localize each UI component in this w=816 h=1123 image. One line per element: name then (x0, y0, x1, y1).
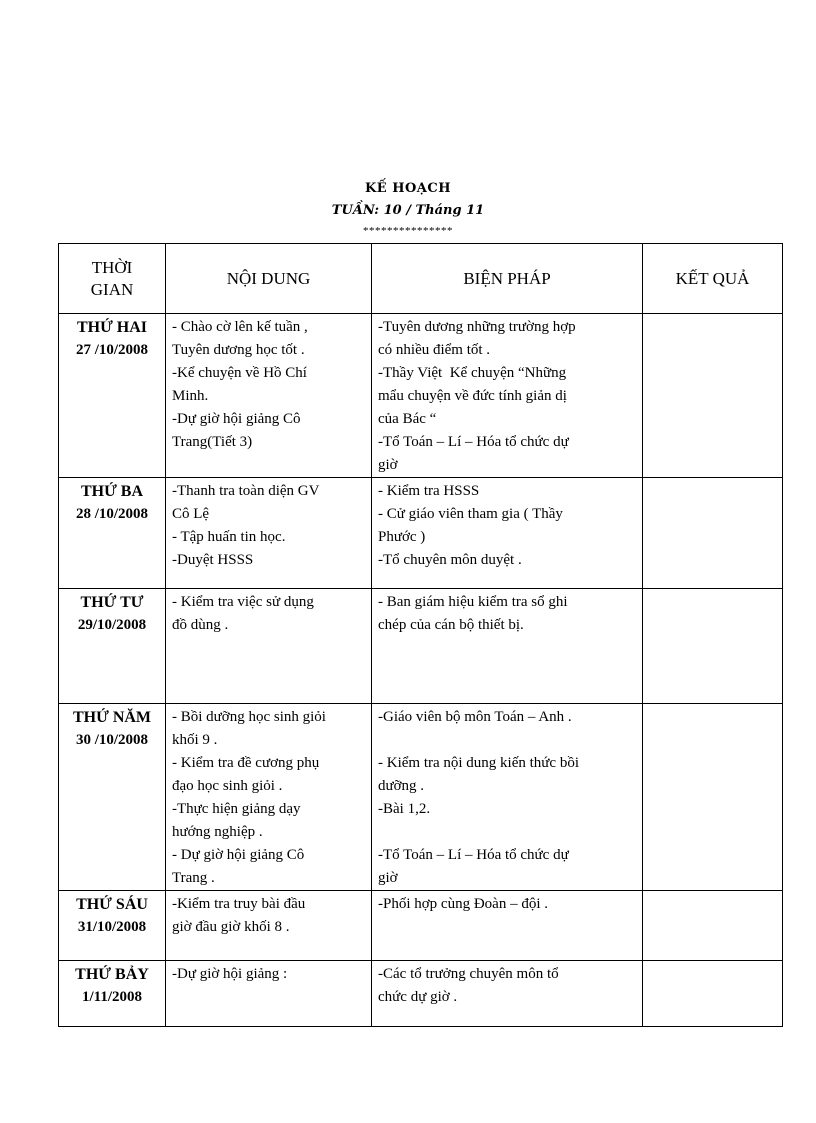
content-line: - Chào cờ lên kế tuần , (172, 319, 308, 335)
measures-line: - Ban giám hiệu kiểm tra sổ ghi (378, 594, 568, 610)
measures-line: -Tổ Toán – Lí – Hóa tổ chức dự (378, 847, 569, 863)
table-header-row (59, 244, 783, 314)
day-date: 29/10/2008 (77, 617, 147, 633)
result-cell (643, 314, 783, 478)
weekly-plan-table (58, 243, 783, 1027)
measures-cell (372, 589, 643, 704)
measures-cell (372, 891, 643, 961)
day-name: THỨ BẢY (75, 966, 149, 983)
day-date: 1/11/2008 (81, 989, 142, 1005)
measures-line: -Thầy Việt Kể chuyện “Những (378, 365, 567, 381)
measures-line: chép của cán bộ thiết bị. (378, 617, 524, 633)
content-line: -Thực hiện giảng dạy (172, 801, 301, 817)
measures-cell (372, 478, 643, 589)
day-date: 28 /10/2008 (75, 506, 149, 522)
content-line: đồ dùng . (172, 617, 229, 633)
content-line: Minh. (172, 388, 209, 404)
content-line: - Kiểm tra đề cương phụ (172, 755, 320, 771)
content-line: - Kiểm tra việc sử dụng (172, 594, 314, 610)
content-line: Cô Lệ (172, 506, 210, 522)
day-cell (59, 589, 166, 704)
result-cell (643, 961, 783, 1027)
table-row (59, 589, 783, 704)
content-line: Trang . (172, 870, 215, 886)
day-cell (59, 478, 166, 589)
table-row (59, 478, 783, 589)
content-line: -Duyệt HSSS (172, 552, 254, 568)
measures-line: -Giáo viên bộ môn Toán – Anh . (378, 709, 572, 725)
content-cell (166, 961, 372, 1027)
day-cell (59, 891, 166, 961)
content-line: - Bồi dưỡng học sinh giỏi (172, 709, 326, 725)
day-name: THỨ HAI (76, 319, 148, 336)
result-cell (643, 704, 783, 891)
measures-line: dưỡng . (378, 778, 425, 794)
measures-line: -Tuyên dương những trường hợp (378, 319, 576, 335)
content-line: - Tập huấn tin học. (172, 529, 286, 545)
measures-line: - Kiểm tra nội dung kiến thức bồi (378, 755, 580, 771)
content-line: -Kể chuyện về Hồ Chí (172, 365, 307, 381)
content-line: -Thanh tra toàn diện GV (172, 483, 320, 499)
result-cell (643, 891, 783, 961)
day-date: 27 /10/2008 (75, 342, 149, 358)
content-line: giờ đầu giờ khối 8 . (172, 919, 290, 935)
day-date: 31/10/2008 (77, 919, 147, 935)
measures-line: -Tổ Toán – Lí – Hóa tổ chức dự (378, 434, 569, 450)
content-line: Trang(Tiết 3) (172, 434, 253, 450)
result-cell (643, 589, 783, 704)
measures-line: -Bài 1,2. (378, 801, 431, 817)
content-line: khối 9 . (172, 732, 218, 748)
measures-line: giờ (378, 457, 398, 473)
measures-cell (372, 961, 643, 1027)
measures-cell (372, 704, 643, 891)
day-cell (59, 704, 166, 891)
measures-line (378, 821, 638, 844)
table-row (59, 704, 783, 891)
measures-line: giờ (378, 870, 398, 886)
table-row (59, 891, 783, 961)
content-line: -Dự giờ hội giảng : (172, 966, 288, 982)
star-divider: *************** (363, 225, 453, 237)
day-date: 30 /10/2008 (75, 732, 149, 748)
day-cell (59, 961, 166, 1027)
column-header-result: KẾT QUẢ (643, 244, 783, 314)
content-cell (166, 314, 372, 478)
measures-line: của Bác “ (378, 411, 437, 427)
table-row (59, 314, 783, 478)
result-cell (643, 478, 783, 589)
content-line: hướng nghiệp . (172, 824, 263, 840)
content-cell (166, 704, 372, 891)
column-header-measures: BIỆN PHÁP (372, 244, 643, 314)
content-cell (166, 478, 372, 589)
measures-line: -Các tổ trưởng chuyên môn tổ (378, 966, 559, 982)
day-cell (59, 314, 166, 478)
measures-line: - Kiểm tra HSSS (378, 483, 480, 499)
week-label: TUẦN: 10 / Tháng 11 (331, 203, 485, 218)
day-name: THỨ BA (80, 483, 144, 500)
content-line: - Dự giờ hội giảng Cô (172, 847, 305, 863)
day-name: THỨ NĂM (72, 709, 152, 726)
measures-line: -Tổ chuyên môn duyệt . (378, 552, 522, 568)
content-line: đạo học sinh giỏi . (172, 778, 283, 794)
day-name: THỨ TƯ (80, 594, 144, 611)
day-name: THỨ SÁU (76, 896, 148, 913)
table-row (59, 961, 783, 1027)
content-cell (166, 891, 372, 961)
plan-title: KẾ HOẠCH (364, 181, 452, 196)
measures-line: -Phối hợp cùng Đoàn – đội . (378, 896, 549, 912)
content-line: Tuyên dương học tốt . (172, 342, 305, 358)
content-line: -Dự giờ hội giảng Cô (172, 411, 301, 427)
content-cell (166, 589, 372, 704)
column-header-content: NỘI DUNG (166, 244, 372, 314)
content-line: -Kiểm tra truy bài đầu (172, 896, 306, 912)
measures-line: mẩu chuyện về đức tính giản dị (378, 388, 567, 404)
measures-line (378, 729, 638, 752)
column-header-time: THỜI GIAN (59, 244, 166, 314)
measures-line: có nhiều điểm tốt . (378, 342, 491, 358)
measures-line: Phước ) (378, 529, 426, 545)
measures-line: chức dự giờ . (378, 989, 458, 1005)
measures-line: - Cử giáo viên tham gia ( Thầy (378, 506, 563, 522)
measures-cell (372, 314, 643, 478)
